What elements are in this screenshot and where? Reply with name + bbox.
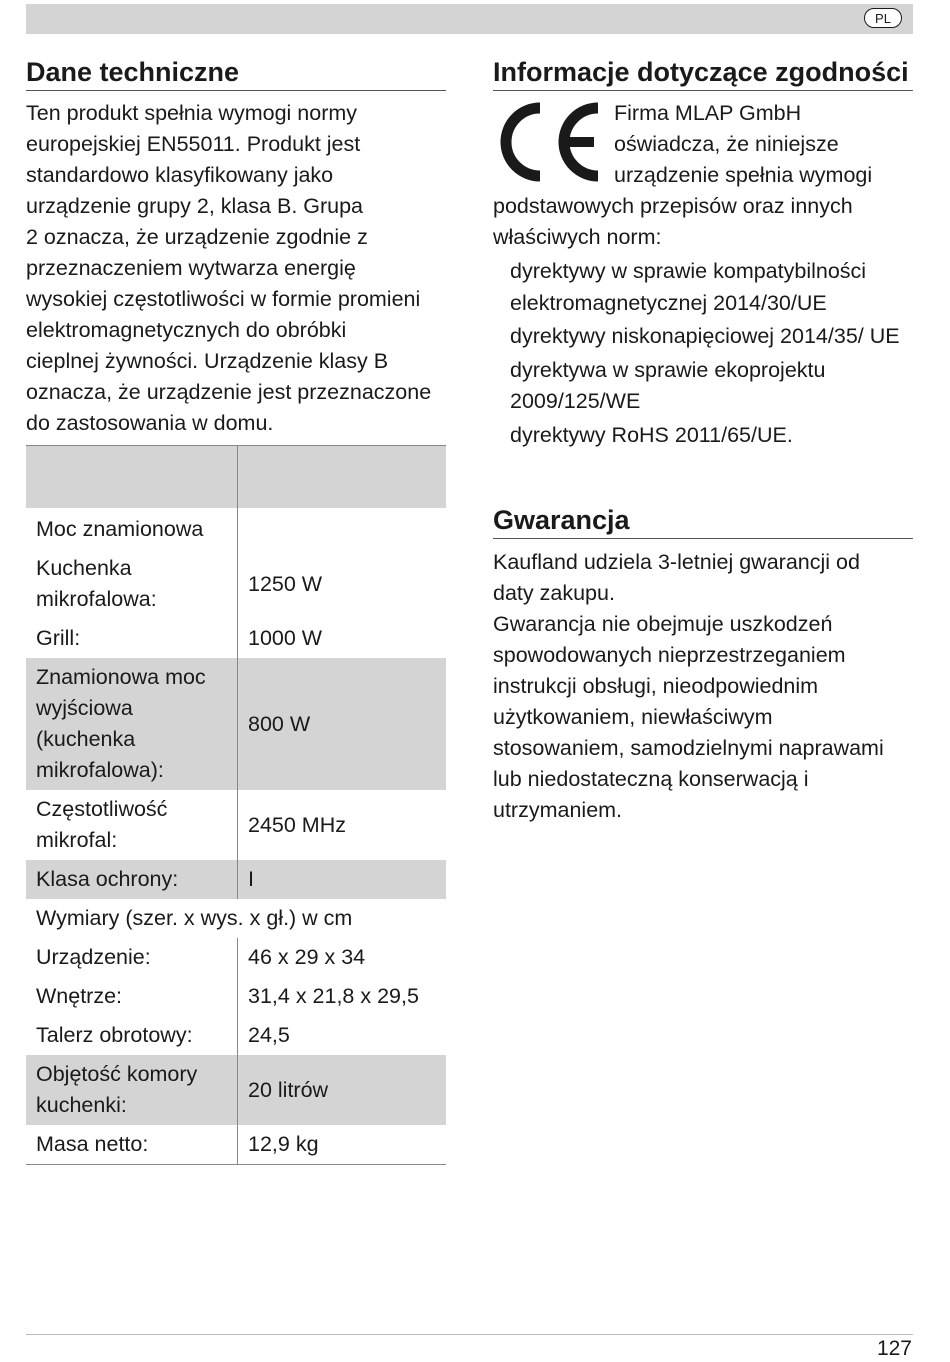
table-row	[26, 619, 446, 658]
table-row	[26, 508, 446, 549]
text-line: instrukcji obsługi, nieodpowiednim	[493, 674, 819, 698]
text-line: użytkowaniem, niewłaściwym	[493, 705, 773, 729]
language-badge: PL	[864, 8, 902, 28]
text-line: urządzenie spełnia wymogi	[614, 163, 873, 187]
text-line: Gwarancja nie obejmuje uszkodzeń	[493, 612, 833, 636]
spec-table	[26, 445, 446, 1165]
table-row	[26, 549, 446, 619]
table-row	[26, 938, 446, 977]
table-row	[26, 1125, 446, 1165]
spec-value: 24,5	[248, 1023, 290, 1047]
conformity-paragraph	[493, 191, 913, 253]
text-line: Ten produkt spełnia wymogi normy	[26, 101, 358, 125]
table-row	[26, 899, 446, 938]
table-row	[26, 1055, 446, 1125]
spec-label: Grill:	[26, 619, 238, 658]
spec-value: 12,9 kg	[238, 1125, 447, 1165]
text-line: podstawowych przepisów oraz innych	[493, 194, 853, 218]
list-item: dyrektywa w sprawie ekoprojektu 2009/125/WE	[510, 357, 826, 413]
page-number: 127	[876, 1337, 912, 1360]
spec-label: Wymiary (szer. x wys. x gł.) w cm	[36, 906, 353, 930]
spec-value: 1000 W	[248, 626, 323, 650]
text-line: oświadcza, że niniejsze	[614, 132, 839, 156]
spec-value: 1250 W	[248, 571, 323, 596]
spec-label: Moc znamionowa	[26, 508, 238, 549]
ce-text	[614, 98, 914, 191]
text-line: właściwych norm:	[493, 225, 662, 249]
table-row	[26, 790, 446, 860]
spec-label: Objętość komory kuchenki:	[26, 1055, 238, 1125]
spec-label: Talerz obrotowy:	[26, 1016, 238, 1055]
warranty-heading: Gwarancja	[493, 504, 913, 539]
text-line: stosowaniem, samodzielnymi naprawami	[493, 736, 884, 760]
text-line: 2 oznacza, że urządzenie zgodnie z	[26, 225, 368, 249]
text-line: standardowo klasyfikowany jako	[26, 163, 334, 187]
text-line: Firma MLAP GmbH	[614, 101, 802, 125]
spec-label: Wnętrze:	[26, 977, 238, 1016]
conformity-heading: Informacje dotyczące zgodności	[493, 56, 913, 91]
spec-label: Urządzenie:	[26, 938, 238, 977]
directives-list	[510, 256, 905, 453]
spec-label: Kuchenka mikrofalowa:	[26, 549, 238, 619]
text-line: spowodowanych nieprzestrzeganiem	[493, 643, 846, 667]
spec-label: Znamionowa moc wyjściowa (kuchenka mikrofalowa):	[26, 658, 238, 790]
text-line: daty zakupu.	[493, 581, 615, 605]
tech-paragraph	[26, 98, 456, 439]
spec-value: 46 x 29 x 34	[248, 945, 366, 969]
text-line: elektromagnetycznych do obróbki	[26, 318, 347, 342]
spec-value: 800 W	[238, 658, 447, 790]
spec-label: Częstotliwość mikrofal:	[26, 790, 238, 860]
tech-heading: Dane techniczne	[26, 56, 446, 91]
list-item: dyrektywy RoHS 2011/65/UE.	[510, 422, 793, 447]
text-line: przeznaczeniem wytwarza energię	[26, 256, 356, 280]
ce-mark-icon	[492, 102, 604, 182]
footer-divider	[26, 1334, 913, 1335]
text-line: utrzymaniem.	[493, 798, 623, 822]
text-line: urządzenie grupy 2, klasa B. Grupa	[26, 194, 364, 218]
text-line: lub niedostateczną konserwacją i	[493, 767, 809, 791]
list-item: dyrektywy w sprawie kompatybilności elektromagnetycznej 2014/30/UE	[510, 259, 867, 315]
spec-label: Klasa ochrony:	[26, 860, 238, 899]
text-line: oznacza, że urządzenie jest przeznaczone	[26, 380, 432, 404]
spec-value: 2450 MHz	[248, 812, 346, 837]
spec-label: Masa netto:	[26, 1125, 238, 1165]
table-row	[26, 977, 446, 1016]
text-line: cieplnej żywności. Urządzenie klasy B	[26, 349, 389, 373]
table-row	[26, 658, 446, 790]
header-bar	[26, 4, 913, 34]
table-row	[26, 860, 446, 899]
spec-value: 20 litrów	[238, 1055, 447, 1125]
text-line: wysokiej częstotliwości w formie promieni	[26, 287, 421, 311]
text-line: do zastosowania w domu.	[26, 411, 274, 435]
text-line: Kaufland udziela 3-letniej gwarancji od	[493, 550, 860, 574]
spec-value: I	[238, 860, 447, 899]
list-item: dyrektywy niskonapięciowej 2014/35/ UE	[510, 324, 900, 348]
text-line: europejskiej EN55011. Produkt jest	[26, 132, 361, 156]
spec-value: 31,4 x 21,8 x 29,5	[248, 984, 419, 1008]
table-header-row	[26, 446, 446, 509]
warranty-paragraph	[493, 547, 913, 826]
table-row	[26, 1016, 446, 1055]
